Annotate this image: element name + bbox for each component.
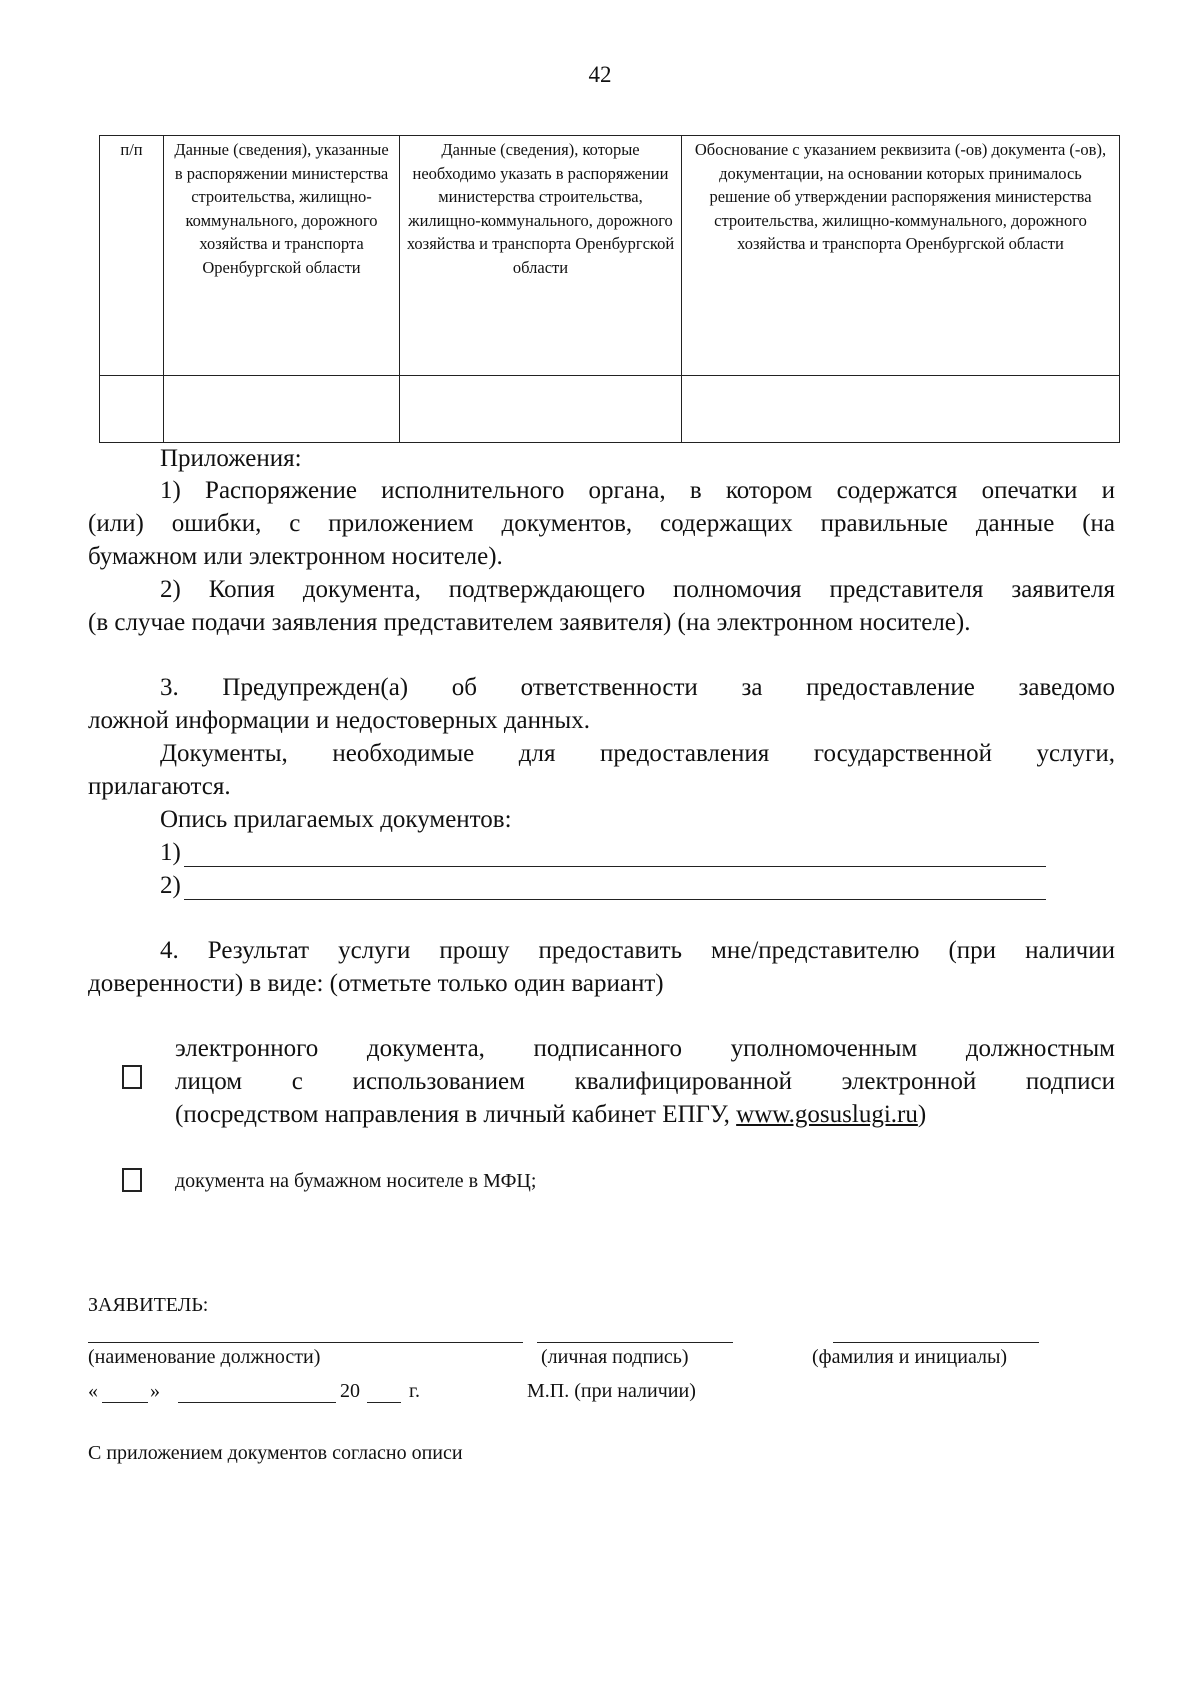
electronic-option-line-3 <box>175 1098 926 1131</box>
result-line-1: 4. Результат услуги прошу предоставить мне/представителю (при наличии <box>160 937 1115 964</box>
electronic-option-line-1: электронного документа, подписанного уполномоченным должностным <box>175 1035 1115 1062</box>
table-cell[interactable] <box>400 376 682 443</box>
inventory-item-1-field[interactable] <box>184 866 1046 867</box>
paper-document-checkbox[interactable] <box>122 1168 142 1192</box>
date-open-quote: « <box>88 1380 98 1402</box>
date-year-suffix: г. <box>409 1380 420 1402</box>
table-row <box>100 376 1120 443</box>
position-caption: (наименование должности) <box>88 1346 321 1368</box>
warning-line-1: 3. Предупрежден(а) об ответственности за предоставление заведомо <box>160 674 1115 701</box>
name-field[interactable] <box>833 1342 1039 1343</box>
corrections-table <box>99 135 1120 443</box>
page-number: 42 <box>588 62 612 87</box>
header-required-data: Данные (сведения), которые необходимо указать в распоряжении министерства строительства, жилищно-коммунального, дорожного хозяйства и транспорта Оренбургской области <box>400 136 682 376</box>
footer-note: С приложением документов согласно описи <box>88 1442 463 1464</box>
header-current-data: Данные (сведения), указанные в распоряжении министерства строительства, жилищно-коммунального, дорожного хозяйства и транспорта Оренбургской области <box>164 136 400 376</box>
date-day-field[interactable] <box>102 1402 148 1403</box>
electronic-option-text: (посредством направления в личный кабинет ЕПГУ, <box>175 1101 737 1128</box>
inventory-item-2-label: 2) <box>160 872 181 899</box>
inventory-title: Опись прилагаемых документов: <box>160 806 512 833</box>
applicant-label: ЗАЯВИТЕЛЬ: <box>88 1294 209 1316</box>
seal-note: М.П. (при наличии) <box>527 1380 696 1402</box>
inventory-item-1-label: 1) <box>160 839 181 866</box>
documents-line-1: Документы, необходимые для предоставления государственной услуги, <box>160 740 1115 767</box>
inventory-item-2-field[interactable] <box>184 899 1046 900</box>
table-cell[interactable] <box>164 376 400 443</box>
electronic-option-line-2: лицом с использованием квалифицированной электронной подписи <box>175 1068 1115 1095</box>
name-caption: (фамилия и инициалы) <box>812 1346 1008 1368</box>
table-header-row <box>100 136 1120 376</box>
header-number: п/п <box>100 136 164 376</box>
electronic-option-close: ) <box>917 1101 927 1128</box>
warning-line-2: ложной информации и недостоверных данных. <box>88 707 590 734</box>
table-cell[interactable] <box>100 376 164 443</box>
header-justification: Обоснование с указанием реквизита (-ов) документа (-ов), документации, на основании которых принималось решение об утверждении распоряжения министерства строительства, жилищно-коммунального, дорожного хозяйства и транспорта Оренбургской области <box>682 136 1120 376</box>
attachment-2-line-1: 2) Копия документа, подтверждающего полномочия представителя заявителя <box>160 576 1115 603</box>
date-close-quote: » <box>150 1380 160 1402</box>
signature-field[interactable] <box>537 1342 733 1343</box>
paper-option-text: документа на бумажном носителе в МФЦ; <box>175 1170 537 1192</box>
table-cell[interactable] <box>682 376 1120 443</box>
documents-line-2: прилагаются. <box>88 773 231 800</box>
attachment-1-line-3: бумажном или электронном носителе). <box>88 543 503 570</box>
date-month-field[interactable] <box>178 1402 336 1403</box>
result-line-2: доверенности) в виде: (отметьте только один вариант) <box>88 970 664 997</box>
date-year-prefix: 20 <box>340 1380 360 1402</box>
attachment-2-line-2: (в случае подачи заявления представителем заявителя) (на электронном носителе). <box>88 609 971 636</box>
gosuslugi-link[interactable]: www.gosuslugi.ru <box>736 1101 918 1128</box>
date-year-field[interactable] <box>367 1402 401 1403</box>
position-field[interactable] <box>88 1342 523 1343</box>
attachments-title: Приложения: <box>160 445 302 472</box>
electronic-document-checkbox[interactable] <box>122 1065 142 1089</box>
attachment-1-line-2: (или) ошибки, с приложением документов, содержащих правильные данные (на <box>88 510 1115 537</box>
attachment-1-line-1: 1) Распоряжение исполнительного органа, в котором содержатся опечатки и <box>160 477 1115 504</box>
signature-caption: (личная подпись) <box>541 1346 689 1368</box>
